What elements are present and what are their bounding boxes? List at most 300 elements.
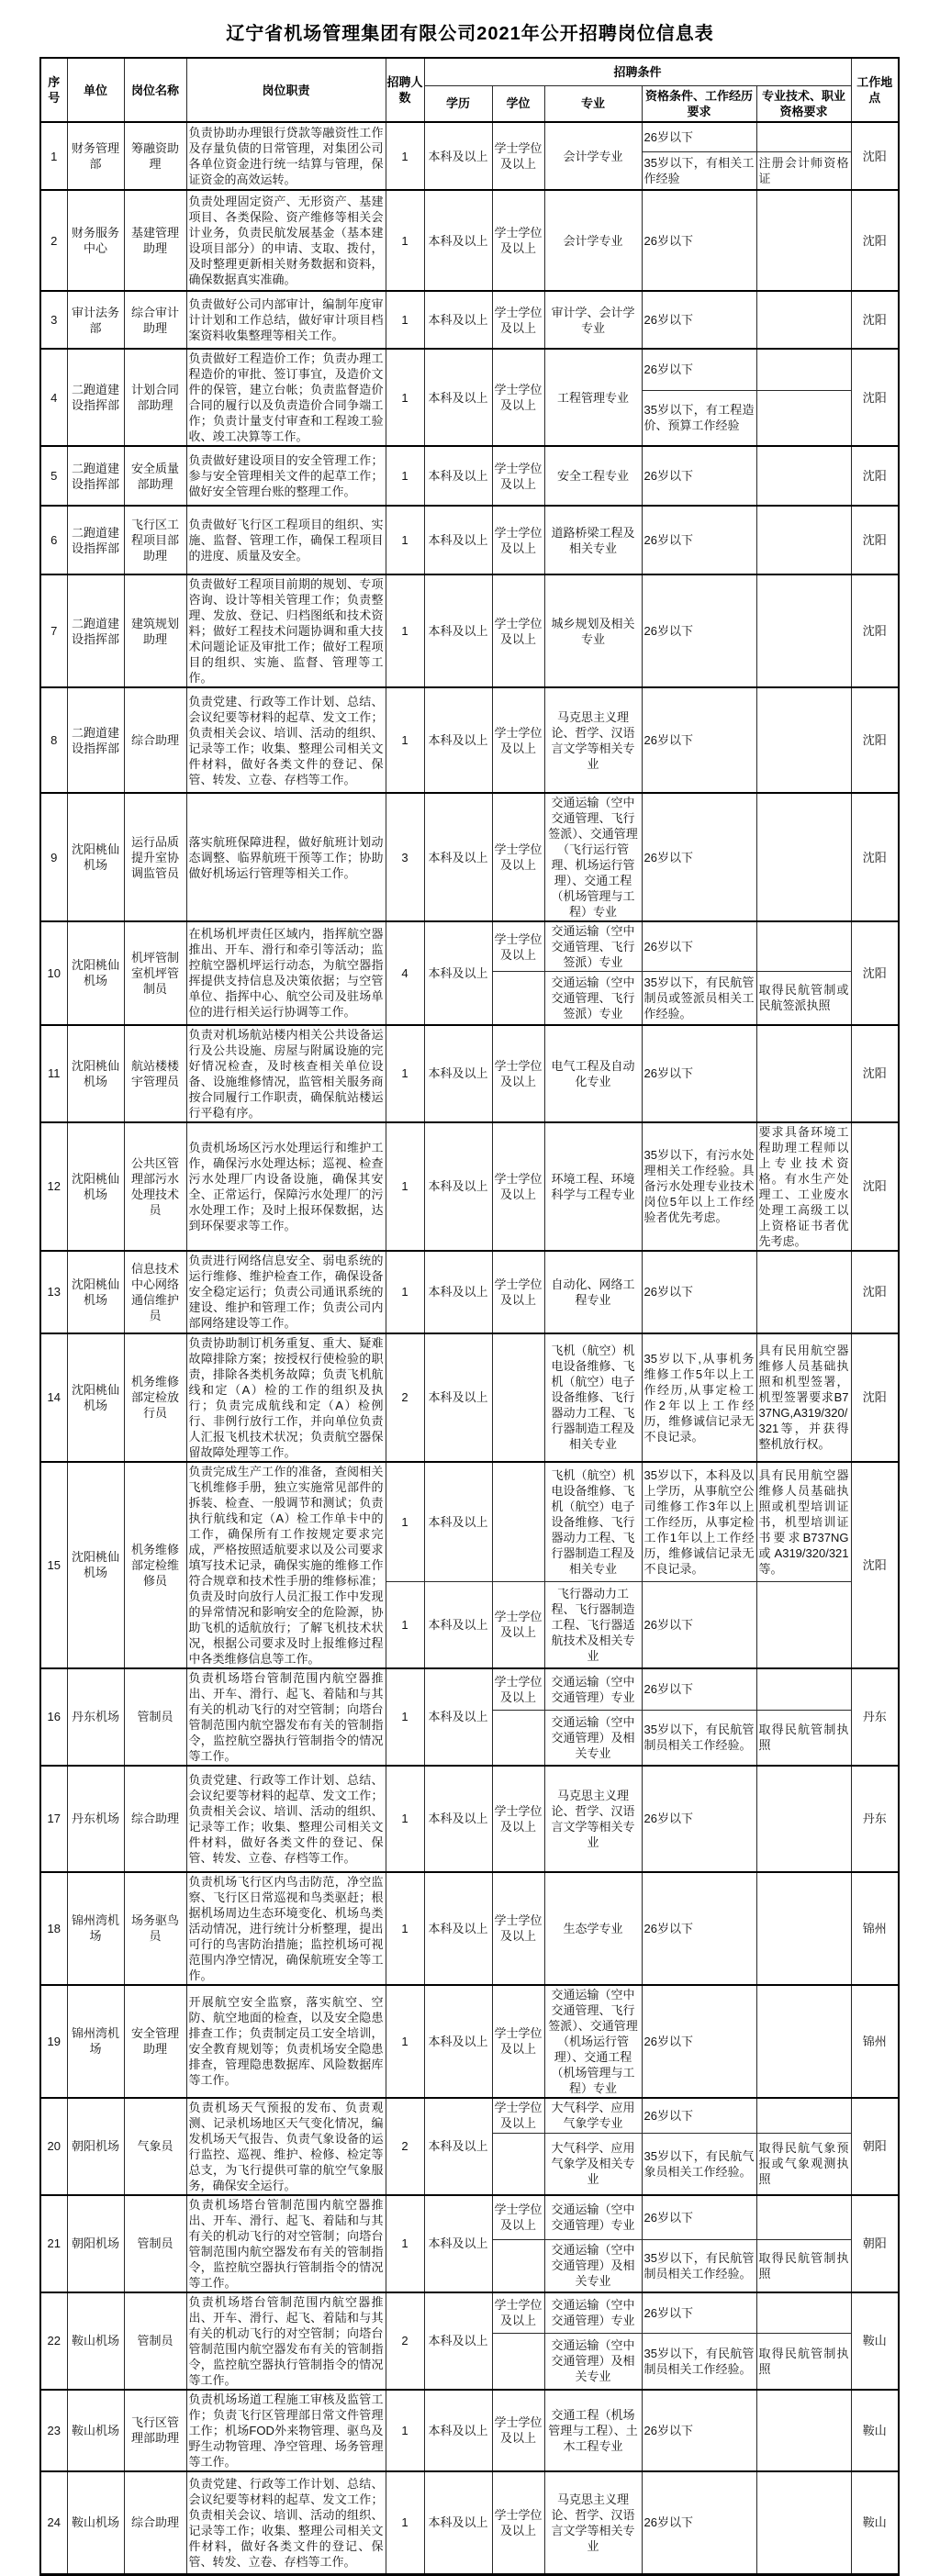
cell-unit: 沈阳桃仙机场 (67, 921, 124, 1025)
cell-count: 1 (386, 1766, 424, 1872)
cell-location: 沈阳 (851, 574, 899, 687)
cell-major: 城乡规划及相关专业 (544, 574, 642, 687)
cell-qualification: 35岁以下，有相关工作经验 (642, 151, 756, 190)
cell-location: 锦州 (851, 1985, 899, 2098)
table-row (40, 190, 899, 291)
cell-duty: 负责机场飞行区内鸟击防范，净空监察、飞行区日常巡视和鸟类驱赶；根据机场周边生态环境变化、机场鸟类活动情况，进行统计分析整理，提出可行的鸟害防治措施；监控机场可视范围内净空情况，确保航班安全等工作。 (186, 1872, 386, 1985)
table-row (40, 1872, 899, 1985)
cell-degree: 学士学位及以上 (492, 1025, 544, 1122)
cell-count: 1 (386, 291, 424, 349)
cell-education: 本科及以上 (424, 1122, 492, 1251)
cell-duty: 负责党建、行政等工作计划、总结、会议纪要等材料的起草、发文工作；负责相关会议、培训、活动的组织、记录等工作；收集、整理公司相关文件材料，做好各类文件的登记、保管、转发、立卷、存档等工作。 (186, 2471, 386, 2575)
cell-unit: 财务服务中心 (67, 190, 124, 291)
cell-post-title: 运行品质提升室协调监管员 (124, 793, 186, 921)
cell-qualification: 26岁以下 (642, 2098, 756, 2134)
cell-certificate (756, 2471, 851, 2575)
cell-major: 飞行器动力工程、飞行器制造工程、飞行器适航技术及相关专业 (544, 1581, 642, 1667)
cell-certificate (756, 2292, 851, 2334)
cell-post-title: 气象员 (124, 2098, 186, 2195)
cell-degree: 学士学位及以上 (492, 506, 544, 574)
cell-degree: 学士学位及以上 (492, 1122, 544, 1251)
cell-certificate: 取得民航管制执照 (756, 1711, 851, 1766)
cell-qualification: 35岁以下，有民航管制员相关工作经验。 (642, 2333, 756, 2389)
cell-duty: 负责做好公司内部审计，编制年度审计计划和工作总结，做好审计项目档案资料收集整理等相关工作。 (186, 291, 386, 349)
cell-count: 1 (386, 1251, 424, 1333)
cell-major: 环境工程、环境科学与工程专业 (544, 1122, 642, 1251)
cell-location: 沈阳 (851, 1122, 899, 1251)
table-row (40, 446, 899, 506)
cell-degree: 学士学位及以上 (492, 1985, 544, 2098)
col-header-education: 学历 (424, 85, 492, 122)
cell-count: 2 (386, 2098, 424, 2195)
cell-certificate (756, 2098, 851, 2134)
cell-count: 1 (386, 1872, 424, 1985)
cell-count: 1 (386, 2195, 424, 2292)
cell-qualification: 26岁以下 (642, 687, 756, 793)
cell-major: 交通工程（机场管理与工程）、土木工程专业 (544, 2390, 642, 2471)
cell-degree: 学士学位及以上 (492, 1581, 544, 1667)
cell-count: 1 (386, 2390, 424, 2471)
cell-degree (492, 1711, 544, 1766)
cell-duty: 负责机场场道工程施工审核及监管工作；负责飞行区管理部日常文件管理工作；机场FOD外来物管理、驱鸟及野生动物管理、净空管理、场务管理等工作。 (186, 2390, 386, 2471)
cell-major: 交通运输（空中交通管理、飞行签派）、交通管理（机场运行管理）、交通工程（机场管理与工程）专业 (544, 1985, 642, 2098)
cell-major: 交通运输（空中交通管理、飞行签派）、交通管理（飞行运行管理、机场运行管理）、交通工程（机场管理与工程）专业 (544, 793, 642, 921)
cell-degree (492, 2333, 544, 2389)
cell-certificate (756, 291, 851, 349)
cell-education: 本科及以上 (424, 2390, 492, 2471)
cell-qualification: 35岁以下，有工程造价、预算工作经验 (642, 390, 756, 446)
cell-seq: 24 (40, 2471, 67, 2575)
cell-education: 本科及以上 (424, 190, 492, 291)
cell-major: 交通运输（空中交通管理、飞行签派）专业 (544, 921, 642, 972)
cell-unit: 鞍山机场 (67, 2471, 124, 2575)
cell-major: 交通运输（空中交通管理）专业 (544, 2292, 642, 2334)
cell-seq: 7 (40, 574, 67, 687)
cell-location: 沈阳 (851, 793, 899, 921)
cell-major: 会计学专业 (544, 190, 642, 291)
cell-major: 交通运输（空中交通管理、飞行签派）专业 (544, 972, 642, 1025)
cell-location: 沈阳 (851, 349, 899, 446)
cell-qualification: 26岁以下 (642, 574, 756, 687)
cell-major: 生态学专业 (544, 1872, 642, 1985)
cell-major: 交通运输（空中交通管理）专业 (544, 1668, 642, 1711)
cell-unit: 沈阳桃仙机场 (67, 1462, 124, 1668)
cell-qualification: 26岁以下 (642, 506, 756, 574)
cell-education: 本科及以上 (424, 921, 492, 1025)
cell-post-title: 综合审计助理 (124, 291, 186, 349)
cell-post-title: 场务驱鸟员 (124, 1872, 186, 1985)
cell-education: 本科及以上 (424, 349, 492, 446)
cell-certificate: 具有民用航空器维修人员基础执照或机型培训证书，机型培训证书要求B737NG或A319/320/321等。 (756, 1462, 851, 1582)
col-header-duty: 岗位职责 (186, 58, 386, 122)
cell-major: 马克思主义理论、哲学、汉语言文学等相关专业 (544, 2471, 642, 2575)
cell-location: 沈阳 (851, 1333, 899, 1462)
cell-count: 3 (386, 793, 424, 921)
cell-qualification: 35岁以下，有民航气象员相关工作经验。 (642, 2134, 756, 2195)
cell-major: 会计学专业 (544, 122, 642, 190)
table-row (40, 1122, 899, 1251)
table-row (40, 793, 899, 921)
cell-education: 本科及以上 (424, 291, 492, 349)
cell-major: 自动化、网络工程专业 (544, 1251, 642, 1333)
cell-location: 丹东 (851, 1766, 899, 1872)
cell-degree: 学士学位及以上 (492, 2471, 544, 2575)
cell-certificate: 要求具备环境工程助理工程师以上专业技术资格。有水生产处理工、工业废水处理工高级工以上资格证书者优先考虑。 (756, 1122, 851, 1251)
cell-count: 1 (386, 506, 424, 574)
cell-post-title: 基建管理助理 (124, 190, 186, 291)
table-row (40, 2471, 899, 2575)
cell-degree: 学士学位及以上 (492, 446, 544, 506)
cell-certificate (756, 349, 851, 390)
cell-duty: 开展航空安全监察，落实航空、空防、航空地面的检查，以及安全隐患排查工作；负责制定员工安全培训，安全教育规划等；负责机场安全隐患排查，管理隐患数据库、风险数据库等工作。 (186, 1985, 386, 2098)
cell-degree: 学士学位及以上 (492, 2098, 544, 2134)
cell-qualification: 26岁以下 (642, 1025, 756, 1122)
cell-seq: 12 (40, 1122, 67, 1251)
cell-duty: 负责完成生产工作的准备，查阅相关飞机维修手册，独立实施常见部件的拆装、检查、一般调节和测试；负责执行航线和定（A）检工作单卡中的工作，确保所有工作按规定要求完成，严格按照适航要求以及公司要求填写技术记录，确保实施的维修工作符合规章和技术性手册的维修标准；负责及时向放行人员汇报工作中发现的异常情况和影响安全的危险源，协助飞机的适航放行；了解飞机技术状况，根据公司要求及时上报维修过程中各类维修信息等工作。 (186, 1462, 386, 1668)
cell-location: 沈阳 (851, 190, 899, 291)
cell-education: 本科及以上 (424, 793, 492, 921)
table-row (40, 1025, 899, 1122)
cell-count: 1 (386, 1668, 424, 1766)
cell-duty: 负责机场塔台管制范围内航空器推出、开车、滑行、起飞、着陆和与其有关的机动飞行的对空管制；向塔台管制范围内航空器发布有关的管制指令，监控航空器执行管制指令的情况等工作。 (186, 2195, 386, 2292)
cell-count: 1 (386, 574, 424, 687)
col-header-qualification: 资格条件、工作经历要求 (642, 85, 756, 122)
cell-qualification: 26岁以下 (642, 2292, 756, 2334)
cell-education: 本科及以上 (424, 1025, 492, 1122)
cell-major: 安全工程专业 (544, 446, 642, 506)
cell-seq: 16 (40, 1668, 67, 1766)
cell-qualification: 26岁以下 (642, 2390, 756, 2471)
cell-duty: 负责对机场航站楼内相关公共设备运行及公共设施、房屋与附属设施的完好情况检查，及时核查相关单位设备、设施维修情况，监管相关服务商按合同履行工作职责，确保航站楼运行平稳有序。 (186, 1025, 386, 1122)
cell-certificate: 取得民航管制执照 (756, 2239, 851, 2292)
cell-degree (492, 972, 544, 1025)
cell-unit: 朝阳机场 (67, 2195, 124, 2292)
cell-post-title: 计划合同部助理 (124, 349, 186, 446)
table-row (40, 291, 899, 349)
job-table-body (40, 122, 899, 2575)
cell-seq: 8 (40, 687, 67, 793)
cell-unit: 沈阳桃仙机场 (67, 793, 124, 921)
cell-location: 沈阳 (851, 687, 899, 793)
cell-post-title: 安全管理助理 (124, 1985, 186, 2098)
cell-degree: 学士学位及以上 (492, 2195, 544, 2240)
cell-count: 1 (386, 1581, 424, 1667)
cell-seq: 1 (40, 122, 67, 190)
cell-qualification: 26岁以下 (642, 190, 756, 291)
cell-seq: 5 (40, 446, 67, 506)
cell-post-title: 安全质量部助理 (124, 446, 186, 506)
col-header-major: 专业 (544, 85, 642, 122)
page-title: 辽宁省机场管理集团有限公司2021年公开招聘岗位信息表 (226, 24, 714, 44)
cell-certificate (756, 2390, 851, 2471)
cell-duty: 负责机场天气预报的发布、负责观测、记录机场地区天气变化情况，编发机场天气报告、负责气象设备的运行监控、巡视、维护、检修、检定等总支，为飞行提供可靠的航空气象服务，确保安全运行。 (186, 2098, 386, 2195)
cell-location: 沈阳 (851, 1025, 899, 1122)
cell-education: 本科及以上 (424, 1766, 492, 1872)
cell-location: 沈阳 (851, 291, 899, 349)
cell-certificate: 取得民航气象预报或气象观测执照 (756, 2134, 851, 2195)
cell-certificate (756, 1025, 851, 1122)
cell-count: 1 (386, 446, 424, 506)
table-row (40, 1462, 899, 1582)
col-header-seq: 序号 (40, 58, 67, 122)
cell-location: 沈阳 (851, 1462, 899, 1668)
cell-certificate (756, 921, 851, 972)
cell-unit: 朝阳机场 (67, 2098, 124, 2195)
cell-seq: 18 (40, 1872, 67, 1985)
cell-qualification: 26岁以下 (642, 1668, 756, 1711)
cell-duty: 负责机场场区污水处理运行和维护工作，确保污水处理达标；巡视、检查污水处理厂内设备设施，确保其安全、正常运行，保障污水处理厂的污水处理工作；及时上报环保数据，达到环保要求等工作。 (186, 1122, 386, 1251)
cell-location: 沈阳 (851, 446, 899, 506)
cell-degree: 学士学位及以上 (492, 1668, 544, 1711)
cell-seq: 3 (40, 291, 67, 349)
cell-unit: 沈阳桃仙机场 (67, 1251, 124, 1333)
cell-education: 本科及以上 (424, 2292, 492, 2390)
cell-unit: 二跑道建设指挥部 (67, 574, 124, 687)
cell-degree: 学士学位及以上 (492, 2390, 544, 2471)
cell-education: 本科及以上 (424, 687, 492, 793)
cell-certificate: 取得民航管制或民航签派执照 (756, 972, 851, 1025)
cell-post-title: 筹融资助理 (124, 122, 186, 190)
cell-education: 本科及以上 (424, 506, 492, 574)
table-row (40, 122, 899, 151)
cell-qualification: 26岁以下 (642, 446, 756, 506)
cell-post-title: 公共区管理部污水处理技术员 (124, 1122, 186, 1251)
cell-major: 大气科学、应用气象学及相关专业 (544, 2134, 642, 2195)
cell-post-title: 飞行区管理部助理 (124, 2390, 186, 2471)
cell-seq: 17 (40, 1766, 67, 1872)
cell-seq: 4 (40, 349, 67, 446)
cell-duty: 落实航班保障进程，做好航班计划动态调整、临界航班干预等工作；协助做好机场运行管理等相关工作。 (186, 793, 386, 921)
cell-count: 4 (386, 921, 424, 1025)
table-row (40, 2098, 899, 2134)
col-header-certificate: 专业技术、职业资格要求 (756, 85, 851, 122)
cell-seq: 21 (40, 2195, 67, 2292)
cell-duty: 负责做好飞行区工程项目的组织、实施、监督、管理工作，确保工程项目的进度、质量及安全。 (186, 506, 386, 574)
cell-post-title: 航站楼楼宇管理员 (124, 1025, 186, 1122)
cell-qualification: 26岁以下 (642, 291, 756, 349)
cell-education: 本科及以上 (424, 1333, 492, 1462)
cell-unit: 锦州湾机场 (67, 1872, 124, 1985)
cell-certificate (756, 506, 851, 574)
cell-duty: 负责做好建设项目的安全管理工作；参与安全管理相关文件的起草工作；做好安全管理台账的整理工作。 (186, 446, 386, 506)
col-header-count: 招聘人数 (386, 58, 424, 122)
col-header-conditions-group: 招聘条件 (424, 58, 851, 85)
cell-unit: 审计法务部 (67, 291, 124, 349)
cell-certificate (756, 1668, 851, 1711)
table-row (40, 1766, 899, 1872)
cell-major: 交通运输（空中交通管理）及相关专业 (544, 1711, 642, 1766)
cell-unit: 丹东机场 (67, 1668, 124, 1766)
cell-unit: 沈阳桃仙机场 (67, 1122, 124, 1251)
cell-unit: 二跑道建设指挥部 (67, 349, 124, 446)
cell-certificate (756, 574, 851, 687)
cell-duty: 负责机场塔台管制范围内航空器推出、开车、滑行、起飞、着陆和与其有关的机动飞行的对空管制；向塔台管制范围内航空器发布有关的管制指令，监控航空器执行管制指令的情况等工作。 (186, 2292, 386, 2390)
cell-post-title: 管制员 (124, 2292, 186, 2390)
cell-duty: 负责处理固定资产、无形资产、基建项目、各类保险、资产维修等相关会计业务，负责民航发展基金（基本建设项目部分）的申请、支取、拨付，及时整理更新相关财务数据和资料，确保数据真实准确。 (186, 190, 386, 291)
cell-qualification: 35岁以下,从事机务维修工作5年以上工作经历,从事定检工作2年以上工作经历，维修诚信记录无不良记录。 (642, 1333, 756, 1462)
cell-location: 沈阳 (851, 921, 899, 1025)
cell-seq: 20 (40, 2098, 67, 2195)
cell-duty: 负责协助办理银行贷款等融资性工作及存量负债的日常管理，对集团公司各单位资金进行统一结算与管理，保证资金的高效运转。 (186, 122, 386, 190)
cell-qualification: 26岁以下 (642, 1872, 756, 1985)
cell-location: 锦州 (851, 1872, 899, 1985)
cell-degree: 学士学位及以上 (492, 1872, 544, 1985)
cell-certificate (756, 1581, 851, 1667)
cell-unit: 沈阳桃仙机场 (67, 1333, 124, 1462)
cell-degree: 学士学位及以上 (492, 190, 544, 291)
cell-count: 2 (386, 1333, 424, 1462)
cell-certificate (756, 190, 851, 291)
cell-qualification: 35岁以下，有污水处理相关工作经验。具备污水处理专业技术岗位5年以上工作经验者优先考虑。 (642, 1122, 756, 1251)
cell-count: 1 (386, 1462, 424, 1582)
cell-duty: 负责党建、行政等工作计划、总结、会议纪要等材料的起草、发文工作；负责相关会议、培训、活动的组织、记录等工作；收集、整理公司相关文件材料，做好各类文件的登记、保管、转发、立卷、存档等工作。 (186, 1766, 386, 1872)
cell-education: 本科及以上 (424, 1872, 492, 1985)
col-header-location: 工作地点 (851, 58, 899, 122)
cell-location: 朝阳 (851, 2098, 899, 2195)
cell-qualification: 35岁以下，有民航管制员相关工作经验。 (642, 2239, 756, 2292)
cell-certificate (756, 1766, 851, 1872)
cell-post-title: 机坪管制室机坪管制员 (124, 921, 186, 1025)
cell-certificate (756, 446, 851, 506)
cell-degree: 学士学位及以上 (492, 2292, 544, 2334)
cell-education: 本科及以上 (424, 1985, 492, 2098)
table-row (40, 349, 899, 390)
cell-post-title: 综合助理 (124, 687, 186, 793)
cell-degree: 学士学位及以上 (492, 1766, 544, 1872)
cell-location: 沈阳 (851, 1251, 899, 1333)
cell-qualification: 26岁以下 (642, 122, 756, 151)
table-row (40, 2195, 899, 2240)
table-row (40, 687, 899, 793)
cell-location: 鞍山 (851, 2471, 899, 2575)
cell-qualification: 26岁以下 (642, 1766, 756, 1872)
cell-unit: 锦州湾机场 (67, 1985, 124, 2098)
cell-seq: 22 (40, 2292, 67, 2390)
cell-education: 本科及以上 (424, 2471, 492, 2575)
recruitment-table (39, 57, 900, 2576)
cell-certificate (756, 390, 851, 446)
cell-degree (492, 1333, 544, 1462)
cell-count: 1 (386, 122, 424, 190)
cell-qualification: 26岁以下 (642, 1985, 756, 2098)
cell-count: 1 (386, 349, 424, 446)
cell-degree (492, 2134, 544, 2195)
cell-location: 沈阳 (851, 506, 899, 574)
cell-degree: 学士学位及以上 (492, 291, 544, 349)
cell-qualification: 35岁以下，有民航管制员相关工作经验。 (642, 1711, 756, 1766)
cell-seq: 2 (40, 190, 67, 291)
table-row (40, 1985, 899, 2098)
cell-major: 交通运输（空中交通管理）专业 (544, 2195, 642, 2240)
cell-qualification: 26岁以下 (642, 2471, 756, 2575)
cell-certificate (756, 2195, 851, 2240)
cell-certificate (756, 1985, 851, 2098)
cell-major: 电气工程及自动化专业 (544, 1025, 642, 1122)
cell-education: 本科及以上 (424, 2195, 492, 2292)
cell-seq: 14 (40, 1333, 67, 1462)
cell-count: 1 (386, 190, 424, 291)
cell-major: 马克思主义理论、哲学、汉语言文学等相关专业 (544, 1766, 642, 1872)
cell-seq: 9 (40, 793, 67, 921)
cell-location: 朝阳 (851, 2195, 899, 2292)
cell-degree (492, 1462, 544, 1582)
table-row (40, 921, 899, 972)
cell-degree: 学士学位及以上 (492, 122, 544, 190)
table-row (40, 1333, 899, 1462)
cell-qualification: 35岁以下，有民航管制员或签派员相关工作经验。 (642, 972, 756, 1025)
cell-major: 交通运输（空中交通管理）及相关专业 (544, 2239, 642, 2292)
cell-major: 飞机（航空）机电设备维修、飞机（航空）电子设备维修、飞行器动力工程、飞行器制造工程及相关专业 (544, 1462, 642, 1582)
cell-duty: 负责党建、行政等工作计划、总结、会议纪要等材料的起草、发文工作；负责相关会议、培训、活动的组织、记录等工作；收集、整理公司相关文件材料，做好各类文件的登记、保管、转发、立卷、存档等工作。 (186, 687, 386, 793)
cell-education: 本科及以上 (424, 1668, 492, 1766)
cell-count: 1 (386, 687, 424, 793)
cell-duty: 负责做好工程造价工作；负责办理工程造价的审批、签订事宜，及造价文件的保管，建立台帐；负责监督造价合同的履行以及负责造价合同争端工作；负责计量支付审查和工程竣工验收、竣工决算等工作。 (186, 349, 386, 446)
cell-certificate (756, 1872, 851, 1985)
cell-major: 马克思主义理论、哲学、汉语言文学等相关专业 (544, 687, 642, 793)
cell-location: 鞍山 (851, 2390, 899, 2471)
cell-major: 飞机（航空）机电设备维修、飞机（航空）电子设备维修、飞行器动力工程、飞行器制造工程及相关专业 (544, 1333, 642, 1462)
cell-post-title: 飞行区工程项目部助理 (124, 506, 186, 574)
cell-education: 本科及以上 (424, 574, 492, 687)
cell-education: 本科及以上 (424, 1462, 492, 1582)
cell-qualification: 26岁以下 (642, 1251, 756, 1333)
cell-certificate (756, 687, 851, 793)
cell-unit: 二跑道建设指挥部 (67, 506, 124, 574)
cell-unit: 鞍山机场 (67, 2292, 124, 2390)
cell-post-title: 机务维修部定检维修员 (124, 1462, 186, 1668)
cell-unit: 沈阳桃仙机场 (67, 1025, 124, 1122)
cell-unit: 二跑道建设指挥部 (67, 446, 124, 506)
cell-education: 本科及以上 (424, 1251, 492, 1333)
cell-degree: 学士学位及以上 (492, 921, 544, 972)
cell-post-title: 管制员 (124, 1668, 186, 1766)
col-header-degree: 学位 (492, 85, 544, 122)
cell-seq: 10 (40, 921, 67, 1025)
cell-certificate: 取得民航管制执照 (756, 2333, 851, 2389)
cell-qualification: 35岁以下，本科及以上学历，从事航空公司维修工作3年以上工作经历，从事定检工作1年以上工作经历，维修诚信记录无不良记录。 (642, 1462, 756, 1582)
cell-count: 1 (386, 1122, 424, 1251)
cell-unit: 财务管理部 (67, 122, 124, 190)
cell-duty: 在机场机坪责任区域内，指挥航空器推出、开车、滑行和牵引等活动；监控航空器机坪运行动态，为航空器指挥提供支持信息及决策依据；与空管单位、指挥中心、航空公司及驻场单位的进行相关运行协调等工作。 (186, 921, 386, 1025)
cell-qualification: 26岁以下 (642, 1581, 756, 1667)
cell-seq: 15 (40, 1462, 67, 1668)
cell-degree: 学士学位及以上 (492, 349, 544, 446)
cell-certificate (756, 122, 851, 151)
table-row (40, 1668, 899, 1711)
cell-count: 2 (386, 2292, 424, 2390)
table-header (40, 58, 899, 122)
cell-education: 本科及以上 (424, 446, 492, 506)
cell-certificate (756, 793, 851, 921)
cell-major: 交通运输（空中交通管理）及相关专业 (544, 2333, 642, 2389)
cell-degree: 学士学位及以上 (492, 793, 544, 921)
cell-duty: 负责协助制订机务重复、重大、疑难故障排除方案；按授权行使检验的职责，排除各类机务故障；负责飞机航线和定（A）检的工作的组织及执行；负责完成航线和定（A）检例行、非例行放行工作，并向单位负责人汇报飞机技术状况；负责航空器保留故障处理等工作。 (186, 1333, 386, 1462)
cell-post-title: 综合助理 (124, 2471, 186, 2575)
table-row (40, 1251, 899, 1333)
cell-post-title: 建筑规划助理 (124, 574, 186, 687)
cell-post-title: 信息技术中心网络通信维护员 (124, 1251, 186, 1333)
col-header-post: 岗位名称 (124, 58, 186, 122)
cell-qualification: 26岁以下 (642, 349, 756, 390)
cell-seq: 23 (40, 2390, 67, 2471)
table-row (40, 2390, 899, 2471)
cell-education: 本科及以上 (424, 122, 492, 190)
cell-post-title: 综合助理 (124, 1766, 186, 1872)
cell-duty: 负责机场塔台管制范围内航空器推出、开车、滑行、起飞、着陆和与其有关的机动飞行的对空管制；向塔台管制范围内航空器发布有关的管制指令，监控航空器执行管制指令的情况等工作。 (186, 1668, 386, 1766)
cell-degree: 学士学位及以上 (492, 1251, 544, 1333)
cell-seq: 13 (40, 1251, 67, 1333)
cell-education: 本科及以上 (424, 2098, 492, 2195)
